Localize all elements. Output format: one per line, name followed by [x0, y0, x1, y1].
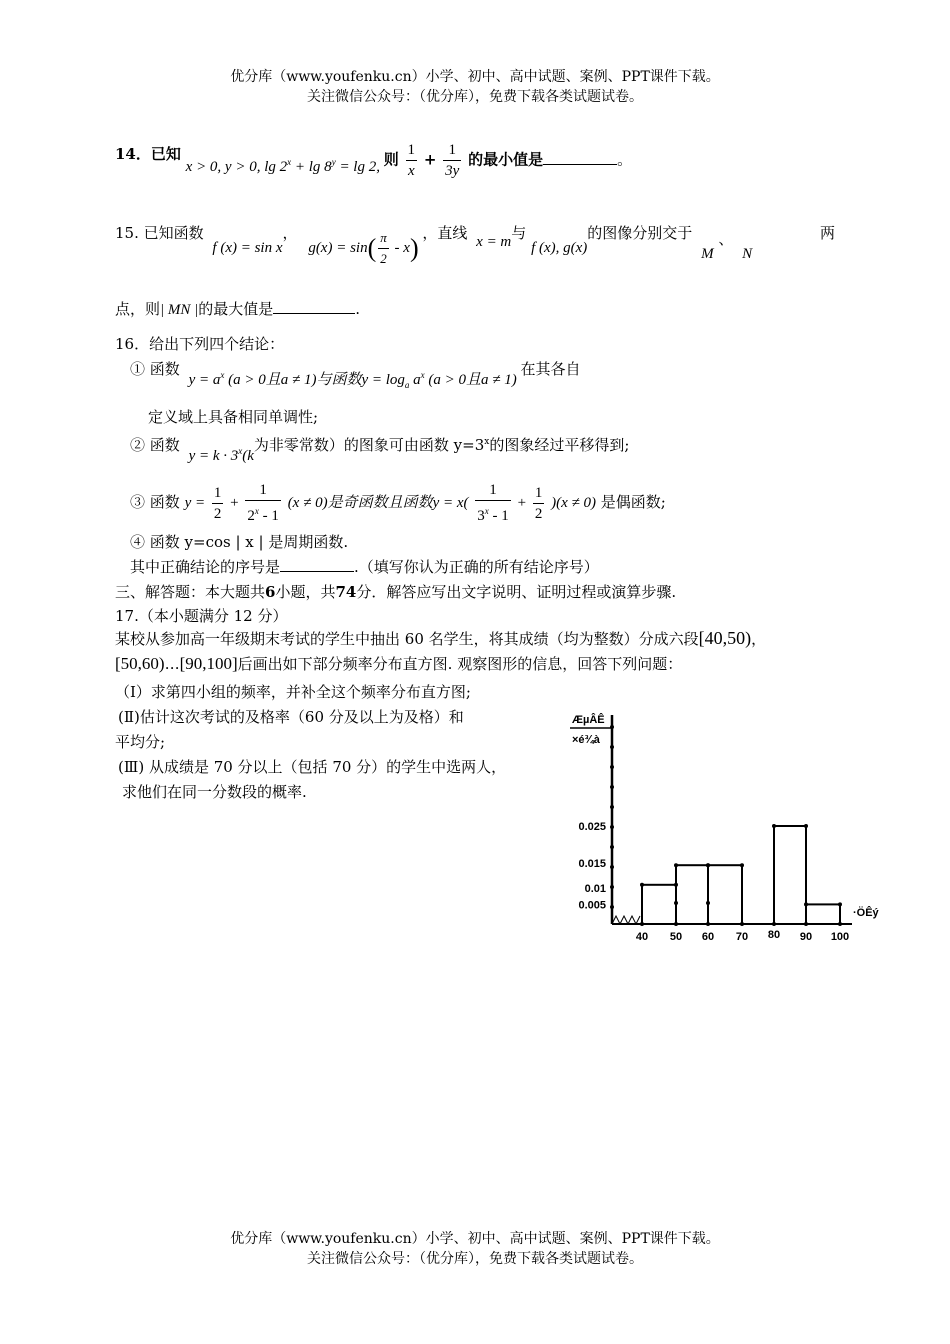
q16-conclusion-1: ① 函数 $y = a^x$ (a > 0且a ≠ 1)与函数$y = \log_a a^x$ (a > 0且a ≠ 1) 在其各自 — [130, 360, 581, 390]
bar-corner-dot — [804, 902, 808, 906]
q17-part-iii-line-1: (Ⅲ) 从成绩是 70 分以上（包括 70 分）的学生中选两人， — [118, 758, 507, 776]
y-tick-labels — [578, 821, 606, 911]
x-tick-labels — [636, 929, 849, 943]
q17-part-i: （Ⅰ）求第四小组的频率，并补全这个频率分布直方图; — [115, 683, 471, 701]
q16-conclusion-1-line-2: 定义域上具备相同单调性; — [148, 408, 319, 426]
histogram-bar-[40,50) — [642, 885, 676, 924]
q17-part-iii-line-2: 求他们在同一分数段的概率. — [122, 783, 307, 801]
q17-part-ii-line-1: (Ⅱ)估计这次考试的及格率（60 分及以上为及格）和 — [118, 708, 464, 726]
bar-corner-dot — [706, 863, 710, 867]
bar-corner-dot — [838, 902, 842, 906]
bar-corner-dot — [640, 883, 644, 887]
q16-answer-line: 其中正确结论的序号是 .（填写你认为正确的所有结论序号） — [130, 558, 599, 576]
x-tick-label: 60 — [701, 931, 715, 943]
q15-number: 15. 已知函数 — [115, 223, 204, 242]
q16-title: 16．给出下列四个结论： — [115, 335, 285, 353]
histogram-bar-[60,70) — [708, 865, 742, 924]
header-line-1: 优分库（www.youfenku.cn）小学、初中、高中试题、案例、PPT课件下载。 — [230, 69, 720, 85]
x-tick-label: 80 — [767, 929, 781, 941]
histogram-bars — [640, 824, 842, 924]
q17-part-ii-line-2: 平均分; — [115, 733, 166, 751]
y-tick-label: 0.015 — [578, 858, 606, 871]
q16-conclusion-2: ② 函数 $y = k \cdot 3^x(k$为非零常数）的图象可由函数 $y=3^x$的图象经过平移得到; — [130, 436, 630, 464]
x-tick-label: 70 — [735, 931, 749, 943]
q14-condition: x > 0, y > 0, $\lg 2^x + \lg 8^y = \lg 2$, — [185, 156, 380, 175]
frequency-histogram — [560, 705, 890, 950]
histogram-bar-[90,100] — [806, 904, 840, 924]
footer-line-1: 优分库（www.youfenku.cn）小学、初中、高中试题、案例、PPT课件下载。 — [230, 1231, 720, 1247]
histogram-bar-[50,60) — [676, 865, 708, 924]
q16-conclusion-4: ④ 函数 y=cos | x | 是周期函数. — [130, 533, 349, 551]
bar-corner-dot — [804, 824, 808, 828]
y-axis-label-line-2: ×é¾à — [572, 734, 600, 746]
bar-corner-dot — [740, 863, 744, 867]
q14-number: 14．已知 — [115, 144, 181, 163]
q16-answer-blank[interactable] — [280, 557, 354, 572]
x-tick-label: 50 — [669, 931, 683, 943]
question-15: 15. 已知函数 f (x) = sin x， g(x) = sin( $\frac{\pi}{2}$ - x) ，直线 x = m与 f (x), g(x)的图像分别交于 M 、 N — [115, 223, 753, 266]
section-3-heading: 三、解答题：本大题共6小题，共74分．解答应写出文字说明、证明过程或演算步骤. — [115, 583, 677, 601]
x-tick-label: 90 — [799, 931, 813, 943]
q17-paragraph-line-2: [50,60)…[90,100]后画出如下部分频率分布直方图. 观察图形的信息，回答下列问题： — [115, 654, 683, 673]
q17-title: 17.（本小题满分 12 分） — [115, 607, 288, 625]
question-14: 14．已知 x > 0, y > 0, $\lg 2^x + \lg 8^y = \lg 2$, 则 $\frac{1}{x}$ + $\frac{1}{3y}$ 的最小值是 。 — [115, 142, 633, 179]
q14-fraction-1: $\frac{1}{x}$ — [407, 142, 416, 179]
y-tick-label: 0.025 — [578, 821, 606, 833]
q16-conclusion-3: ③ 函数 y = $\frac{1}{2}$ + $\frac{1}{2^x - 1}$ (x ≠ 0)是奇函数且函数y = x( $\frac{1}{3^x - 1}$ + $\frac{1}{2}$ )(x ≠ 0) 是偶函数; — [130, 482, 666, 524]
bar-corner-dot — [772, 824, 776, 828]
x-tick-label: 100 — [830, 931, 850, 943]
bar-side-dot — [706, 901, 710, 905]
q15-g-function: g(x) = sin( $\frac{\pi}{2}$ - x) — [308, 230, 419, 266]
y-axis-label-line-1: ÆµÂÊ — [572, 714, 605, 726]
q14-fraction-2: $\frac{1}{3y}$ — [445, 142, 460, 179]
q15-line-2: 点，则| MN |的最大值是 . — [115, 300, 361, 318]
y-tick-label: 0.005 — [578, 899, 606, 912]
footer-line-2: 关注微信公众号：（优分库），免费下载各类试题试卷。 — [307, 1251, 643, 1267]
q15-answer-blank[interactable] — [273, 299, 355, 314]
y-tick-label: 0.01 — [584, 882, 606, 895]
header-line-2: 关注微信公众号：（优分库），免费下载各类试题试卷。 — [307, 89, 643, 105]
q14-answer-blank[interactable] — [543, 150, 617, 165]
axis-break-zigzag — [612, 916, 640, 924]
histogram-bar-[80,90) — [774, 826, 806, 924]
q15-liang: 两 — [820, 224, 836, 242]
x-tick-label: 40 — [635, 931, 649, 943]
x-axis-label: ·ÖÊý — [853, 907, 879, 919]
bar-corner-dot — [674, 863, 678, 867]
bar-side-dot — [674, 901, 678, 905]
q17-paragraph-line-1: 某校从参加高一年级期末考试的学生中抽出 60 名学生，将其成绩（均为整数）分成六段[40,50)， — [115, 628, 767, 648]
